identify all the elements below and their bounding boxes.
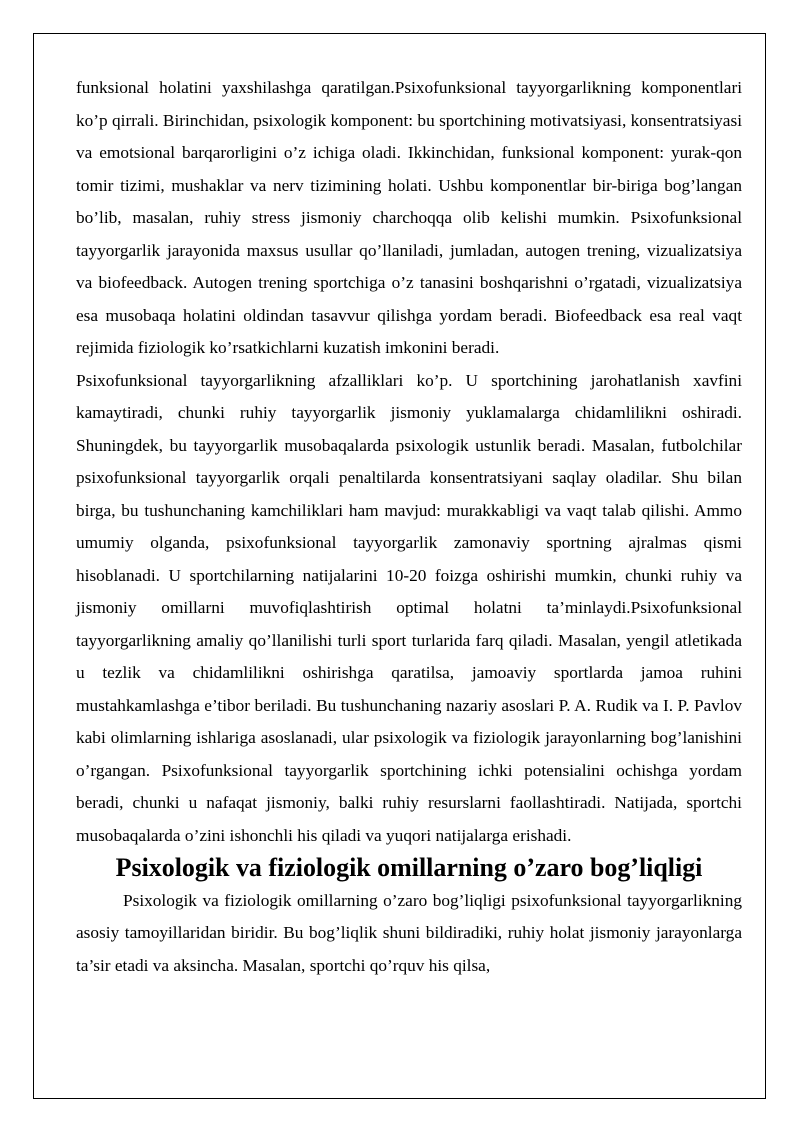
section-heading: Psixologik va fiziologik omillarning o’zaro bog’liqligi (115, 853, 703, 882)
document-body (76, 72, 742, 982)
paragraph-components: funksional holatini yaxshilashga qaratilgan.Psixofunksional tayyorgarlikning komponentlari ko’p qirrali. Birinchidan, psixologik komponent: bu sportchining motivatsiyasi, konsentratsiyasi va emotsional barqarorligini o’z ichiga oladi. Ikkinchidan, funksional komponent: yurak-qon tomir tizimi, mushaklar va nerv tizimining holati. Ushbu komponentlar bir-biriga bog’langan bo’lib, masalan, ruhiy stress jismoniy charchoqqa olib kelishi mumkin. Psixofunksional tayyorgarlik jarayonida maxsus usullar qo’llaniladi, jumladan, autogen trening, vizualizatsiya va biofeedback. Autogen trening sportchiga o’z tanasini boshqarishni o’rgatadi, vizualizatsiya esa musobaqa holatini oldindan tasavvur qilishga yordam beradi. Biofeedback esa real vaqt rejimida fiziologik ko’rsatkichlarni kuzatish imkonini beradi. (76, 78, 742, 357)
paragraph-advantages: Psixofunksional tayyorgarlikning afzalliklari ko’p. U sportchining jarohatlanish xavfini kamaytiradi, chunki ruhiy tayyorgarlik jismoniy yuklamalarga chidamlilikni oshiradi. Shuningdek, bu tayyorgarlik musobaqalarda psixologik ustunlik beradi. Masalan, futbolchilar psixofunksional tayyorgarlik orqali penaltilarda konsentratsiyani saqlay oladilar. Shu bilan birga, bu tushunchaning kamchiliklari ham mavjud: murakkabligi va vaqt talab qilishi. Ammo umumiy olganda, psixofunksional tayyorgarlik zamonaviy sportning ajralmas qismi hisoblanadi. U sportchilarning natijalarini 10-20 foizga oshirishi mumkin, chunki ruhiy va jismoniy omillarni muvofiqlashtirish optimal holatni ta’minlaydi.Psixofunksional tayyorgarlikning amaliy qo’llanilishi turli sport turlarida farq qiladi. Masalan, yengil atletikada u tezlik va chidamlilikni oshirishga qaratilsa, jamoaviy sportlarda jamoa ruhini mustahkamlashga e’tibor beriladi. Bu tushunchaning nazariy asoslari P. A. Rudik va I. P. Pavlov kabi olimlarning ishlariga asoslanadi, ular psixologik va fiziologik jarayonlarning bog’lanishini o’rgangan. Psixofunksional tayyorgarlik sportchining ichki potensialini ochishga yordam beradi, chunki u nafaqat jismoniy, balki ruhiy resurslarni faollashtiradi. Natijada, sportchi musobaqalarda o’zini ishonchli his qiladi va yuqori natijalarga erishadi. (76, 370, 742, 845)
paragraph-interrelation: Psixologik va fiziologik omillarning o’zaro bog’liqligi psixofunksional tayyorgarlikning asosiy tamoyillaridan biridir. Bu bog’liqlik shuni bildiradiki, ruhiy holat jismoniy jarayonlarga ta’sir etadi va aksincha. Masalan, sportchi qo’rquv his qilsa, (76, 890, 742, 975)
